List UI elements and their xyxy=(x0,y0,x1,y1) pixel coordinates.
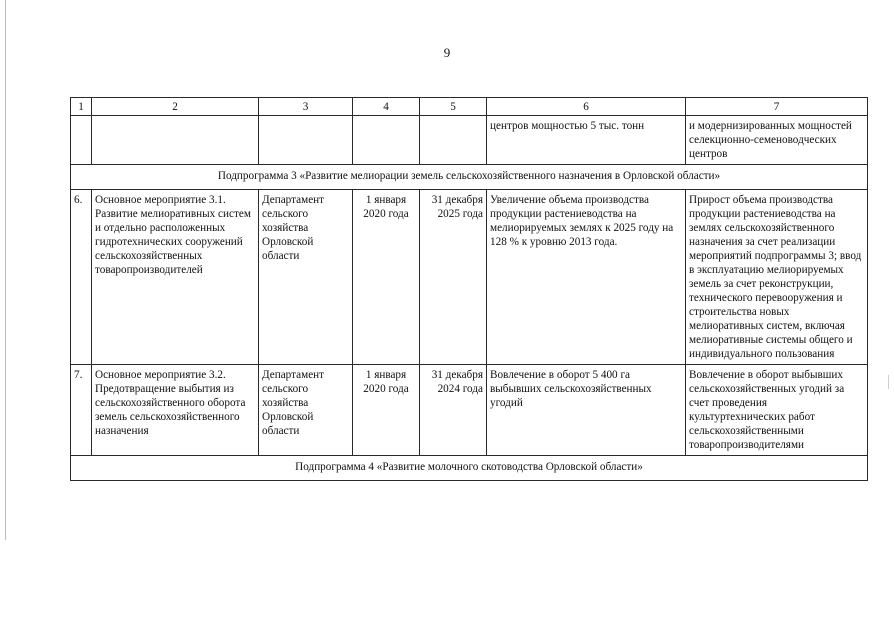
column-header: 6 xyxy=(487,98,686,116)
activity-cell: Основное мероприятие 3.2. Предотвращение выбытия из сельскохозяйственного оборота земель сельскохозяйственного назначения xyxy=(92,365,259,456)
column-header: 2 xyxy=(92,98,259,116)
column-header: 4 xyxy=(353,98,420,116)
column-header-row xyxy=(71,98,868,116)
indicator-cell: и модернизированных мощностей селекционно-семеноводческих центров xyxy=(686,116,868,165)
end-date-cell: 31 декабря 2024 года xyxy=(420,365,487,456)
indicator-cell: Вовлечение в оборот выбывших сельскохозяйственных угодий за счет проведения культуртехнических работ сельскохозяйственными товаропроизводителями xyxy=(686,365,868,456)
table-row xyxy=(71,190,868,365)
table-row xyxy=(71,365,868,456)
row-number: 7. xyxy=(71,365,92,456)
table-cell xyxy=(420,116,487,165)
start-date-cell: 1 января 2020 года xyxy=(353,365,420,456)
end-date-cell: 31 декабря 2025 года xyxy=(420,190,487,365)
activity-cell: Основное мероприятие 3.1. Развитие мелиоративных систем и отдельно расположенных гидротехнических сооружений сельскохозяйственных товаропроизводителей xyxy=(92,190,259,365)
subprogram-3-title: Подпрограмма 3 «Развитие мелиорации земель сельскохозяйственного назначения в Орловской области» xyxy=(71,165,868,190)
subprogram-row xyxy=(71,165,868,190)
table-cell xyxy=(71,116,92,165)
scan-mark xyxy=(888,375,889,389)
column-header: 1 xyxy=(71,98,92,116)
result-cell: Вовлечение в оборот 5 400 га выбывших сельскохозяйственных угодий xyxy=(487,365,686,456)
column-header: 3 xyxy=(259,98,353,116)
result-cell: Увеличение объема производства продукции растениеводства на мелиорируемых землях к 2025 году на 128 % к уровню 2013 года. xyxy=(487,190,686,365)
column-header: 7 xyxy=(686,98,868,116)
start-date-cell: 1 января 2020 года xyxy=(353,190,420,365)
page-number: 9 xyxy=(443,45,451,60)
subprogram-row xyxy=(71,456,868,481)
executor-cell: Департамент сельского хозяйства Орловской области xyxy=(259,190,353,365)
table-cell xyxy=(92,116,259,165)
table-cell xyxy=(259,116,353,165)
result-cell: центров мощностью 5 тыс. тонн xyxy=(487,116,686,165)
table-cell xyxy=(353,116,420,165)
measures-table xyxy=(70,97,868,481)
indicator-cell: Прирост объема производства продукции растениеводства на землях сельскохозяйственного назначения за счет реализации мероприятий подпрограммы 3; ввод в эксплуатацию мелиорируемых земель за счет реконструкции, технического перевооружения и строительства новых мелиоративных систем, включая мелиоративные системы общего и индивидуального пользования xyxy=(686,190,868,365)
subprogram-4-title: Подпрограмма 4 «Развитие молочного скотоводства Орловской области» xyxy=(71,456,868,481)
row-number: 6. xyxy=(71,190,92,365)
executor-cell: Департамент сельского хозяйства Орловской области xyxy=(259,365,353,456)
column-header: 5 xyxy=(420,98,487,116)
left-margin-rule xyxy=(5,0,6,540)
continuation-row xyxy=(71,116,868,165)
